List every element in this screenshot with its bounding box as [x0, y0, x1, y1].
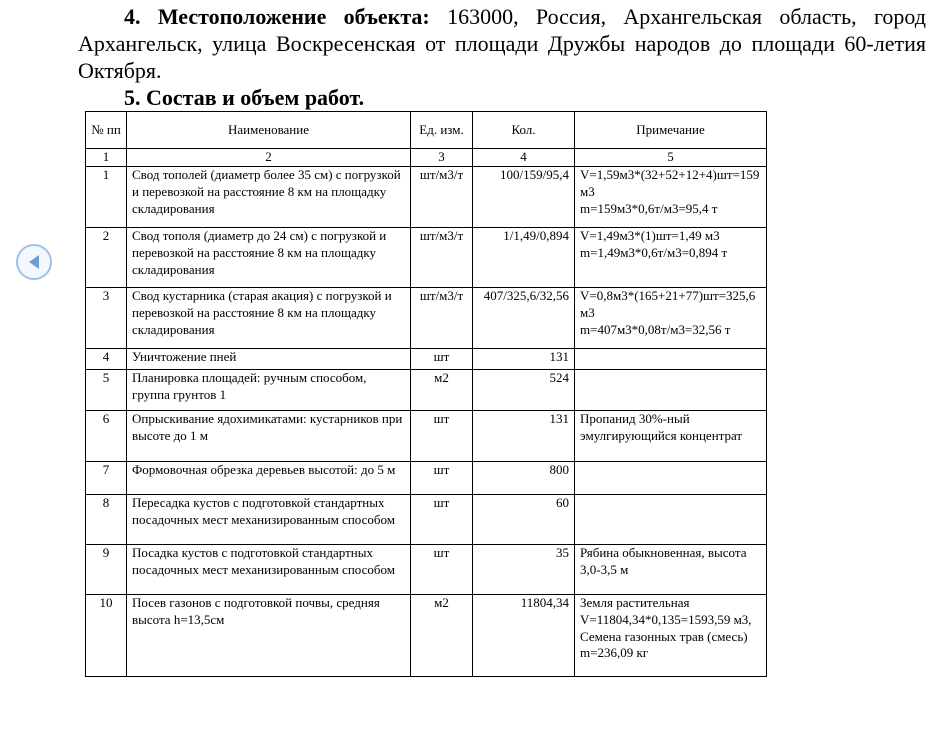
works-table — [85, 111, 767, 677]
chevron-left-icon — [26, 253, 44, 271]
table-row — [86, 495, 767, 545]
row-note: Рябина обыкновенная, высота 3,0-3,5 м — [575, 545, 767, 595]
header-number: № пп — [86, 112, 127, 149]
row-number: 2 — [86, 228, 127, 288]
column-number: 3 — [411, 149, 473, 167]
row-name: Посадка кустов с подготовкой стандартных посадочных мест механизированным способом — [127, 545, 411, 595]
row-number: 6 — [86, 411, 127, 462]
row-number: 4 — [86, 349, 127, 370]
row-number: 7 — [86, 462, 127, 495]
header-quantity: Кол. — [473, 112, 575, 149]
row-name: Свод кустарника (старая акация) с погрузкой и перевозкой на расстояние 8 км на площадку складирования — [127, 288, 411, 349]
row-quantity: 60 — [473, 495, 575, 545]
row-unit: м2 — [411, 370, 473, 411]
row-unit: шт — [411, 495, 473, 545]
row-quantity: 35 — [473, 545, 575, 595]
row-name: Свод тополя (диаметр до 24 см) с погрузкой и перевозкой на расстояние 8 км на площадку складирования — [127, 228, 411, 288]
row-unit: шт — [411, 349, 473, 370]
row-quantity: 131 — [473, 411, 575, 462]
row-quantity: 11804,34 — [473, 595, 575, 677]
row-note: V=1,59м3*(32+52+12+4)шт=159 м3 m=159м3*0,6т/м3=95,4 т — [575, 167, 767, 228]
table-header-row — [86, 112, 767, 149]
header-note: Примечание — [575, 112, 767, 149]
row-name: Опрыскивание ядохимикатами: кустарников при высоте до 1 м — [127, 411, 411, 462]
header-unit: Ед. изм. — [411, 112, 473, 149]
column-number: 4 — [473, 149, 575, 167]
row-name: Пересадка кустов с подготовкой стандартных посадочных мест механизированным способом — [127, 495, 411, 545]
table-row — [86, 411, 767, 462]
table-row — [86, 545, 767, 595]
row-name: Формовочная обрезка деревьев высотой: до 5 м — [127, 462, 411, 495]
row-number: 8 — [86, 495, 127, 545]
header-name: Наименование — [127, 112, 411, 149]
row-number: 3 — [86, 288, 127, 349]
column-numbers-row — [86, 149, 767, 167]
row-unit: шт/м3/т — [411, 167, 473, 228]
row-name: Планировка площадей: ручным способом, группа грунтов 1 — [127, 370, 411, 411]
row-unit: шт — [411, 545, 473, 595]
row-unit: шт/м3/т — [411, 228, 473, 288]
row-note — [575, 495, 767, 545]
row-number: 10 — [86, 595, 127, 677]
row-number: 1 — [86, 167, 127, 228]
row-note — [575, 462, 767, 495]
row-unit: шт/м3/т — [411, 288, 473, 349]
row-name: Свод тополей (диаметр более 35 см) с погрузкой и перевозкой на расстояние 8 км на площадку складирования — [127, 167, 411, 228]
table-row — [86, 462, 767, 495]
row-name: Посев газонов с подготовкой почвы, средняя высота h=13,5см — [127, 595, 411, 677]
row-note — [575, 370, 767, 411]
row-unit: шт — [411, 462, 473, 495]
row-note: Земля растительная V=11804,34*0,135=1593,59 м3, Семена газонных трав (смесь) m=236,09 кг — [575, 595, 767, 677]
table-row — [86, 595, 767, 677]
table-row — [86, 288, 767, 349]
column-number: 5 — [575, 149, 767, 167]
table-row — [86, 349, 767, 370]
table-row — [86, 370, 767, 411]
row-number: 5 — [86, 370, 127, 411]
back-button[interactable] — [16, 244, 52, 280]
row-note: Пропанид 30%-ный эмулгирующийся концентрат — [575, 411, 767, 462]
row-note: V=1,49м3*(1)шт=1,49 м3 m=1,49м3*0,6т/м3=0,894 т — [575, 228, 767, 288]
row-quantity: 524 — [473, 370, 575, 411]
section-4-text: 163000, Россия, Архангельская область, город Архангельск, улица Воскресенская от площади Дружбы народов до площади 60-летия Октября. — [78, 4, 926, 83]
row-number: 9 — [86, 545, 127, 595]
row-unit: м2 — [411, 595, 473, 677]
table-row — [86, 228, 767, 288]
row-quantity: 800 — [473, 462, 575, 495]
section-4-label: 4. Местоположение объекта: — [124, 4, 430, 29]
table-body — [86, 167, 767, 677]
row-quantity: 407/325,6/32,56 — [473, 288, 575, 349]
section-4-paragraph — [78, 3, 926, 84]
column-number: 2 — [127, 149, 411, 167]
row-unit: шт — [411, 411, 473, 462]
row-quantity: 100/159/95,4 — [473, 167, 575, 228]
table-row — [86, 167, 767, 228]
row-quantity: 131 — [473, 349, 575, 370]
row-quantity: 1/1,49/0,894 — [473, 228, 575, 288]
column-number: 1 — [86, 149, 127, 167]
section-5-heading: 5. Состав и объем работ. — [124, 85, 365, 110]
row-note — [575, 349, 767, 370]
row-name: Уничтожение пней — [127, 349, 411, 370]
row-note: V=0,8м3*(165+21+77)шт=325,6 м3 m=407м3*0,08т/м3=32,56 т — [575, 288, 767, 349]
